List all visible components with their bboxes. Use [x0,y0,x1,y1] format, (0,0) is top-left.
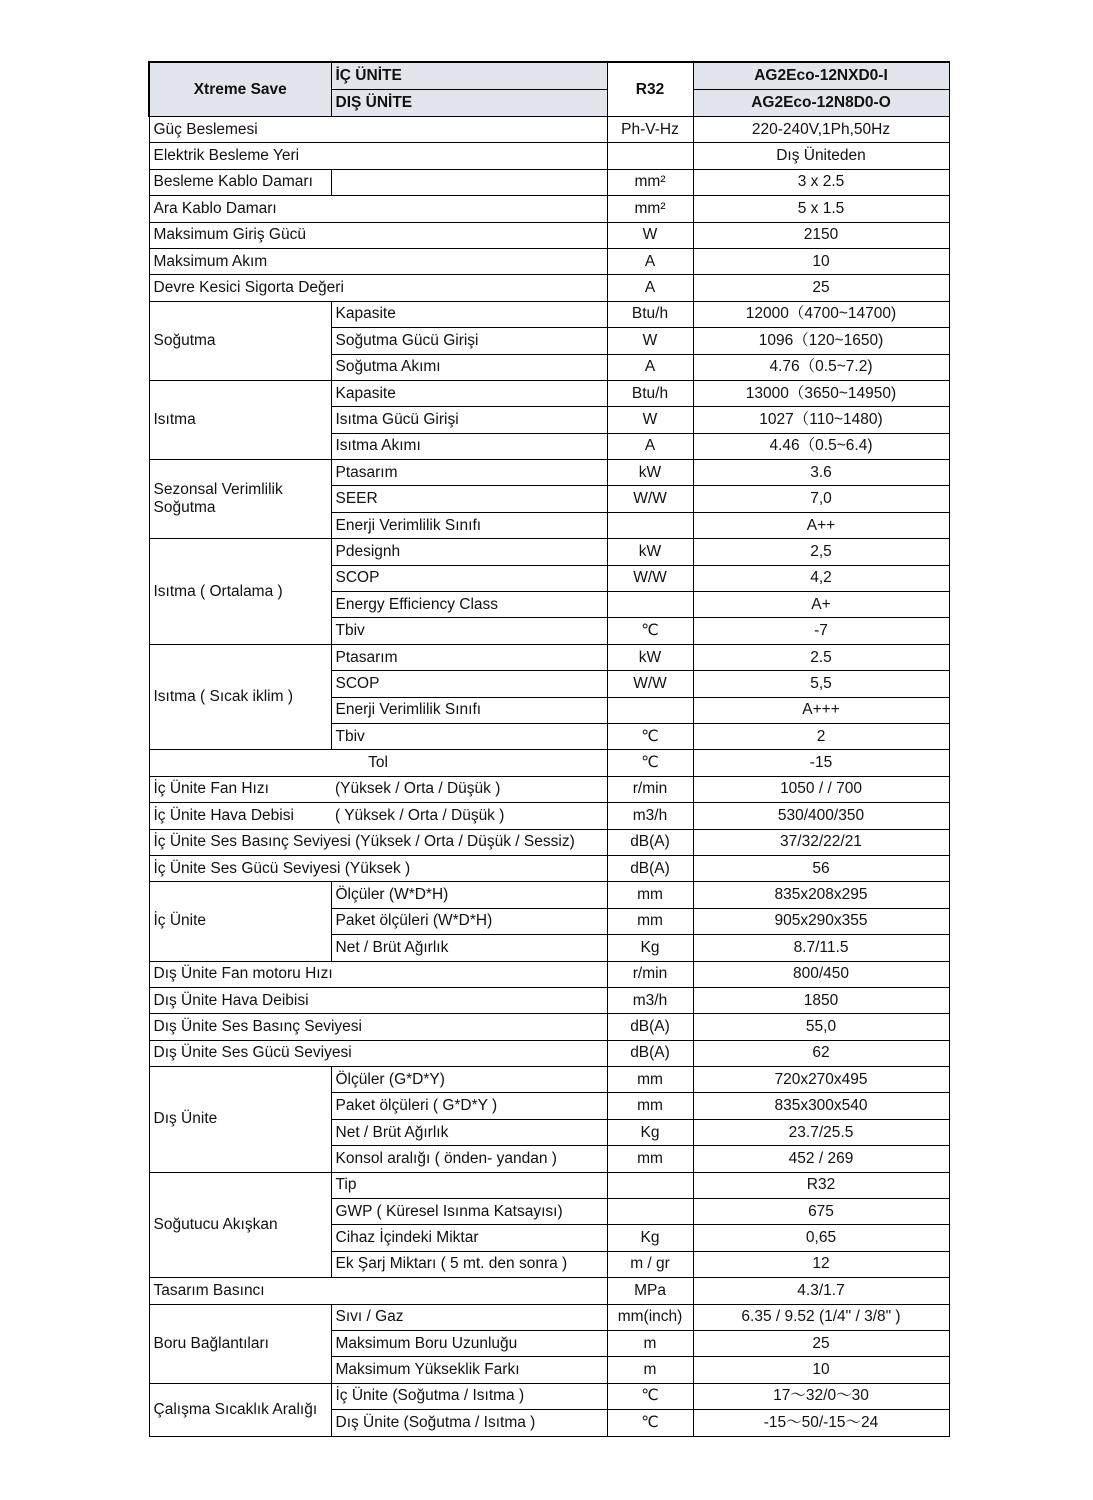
row-unit: Btu/h [607,380,693,406]
row-label: Isıtma Gücü Girişi [331,407,607,433]
group-label: Soğutma [149,301,331,380]
table-row [149,750,949,776]
row-label: GWP ( Küresel Isınma Katsayısı) [331,1199,607,1225]
row-unit: Btu/h [607,301,693,327]
group-label: Dış Ünite [149,1067,331,1173]
row-value: 1050 / / 700 [693,776,949,802]
row-label: Maksimum Yükseklik Farkı [331,1357,607,1383]
row-label: Güç Beslemesi [149,117,607,143]
row-label: İç Ünite Fan Hızı [149,776,331,802]
row-value: 0,65 [693,1225,949,1251]
row-label: Devre Kesici Sigorta Değeri [149,275,607,301]
table-row [149,301,949,327]
outdoor-unit-label: DIŞ ÜNİTE [331,90,607,117]
row-unit: Kg [607,1225,693,1251]
row-label: Besleme Kablo Damarı [149,169,331,195]
group-label: Isıtma ( Sıcak iklim ) [149,644,331,750]
row-value: 3 x 2.5 [693,169,949,195]
row-label: Enerji Verimlilik Sınıfı [331,512,607,538]
row-value: A+++ [693,697,949,723]
row-unit: mm² [607,196,693,222]
row-value: 4.76（0.5~7.2) [693,354,949,380]
refrigerant-header: R32 [607,62,693,117]
row-value: -7 [693,618,949,644]
row-label: İç Ünite Ses Basınç Seviyesi (Yüksek / Orta / Düşük / Sessiz) [149,829,607,855]
table-row [149,1383,949,1409]
table-row [149,829,949,855]
row-unit: m3/h [607,987,693,1013]
row-value: 452 / 269 [693,1146,949,1172]
row-label: Elektrik Besleme Yeri [149,143,607,169]
table-row [149,882,949,908]
row-unit: dB(A) [607,829,693,855]
row-value: 23.7/25.5 [693,1119,949,1145]
row-label: İç Ünite Ses Gücü Seviyesi (Yüksek ) [149,855,607,881]
empty-cell [331,169,607,195]
row-label: İç Ünite (Soğutma / Isıtma ) [331,1383,607,1409]
group-label: Isıtma ( Ortalama ) [149,539,331,645]
row-label: Maksimum Akım [149,248,607,274]
row-value: 530/400/350 [693,803,949,829]
row-unit: ℃ [607,750,693,776]
row-unit: mm [607,882,693,908]
row-label: Dış Ünite Hava Deibisi [149,987,607,1013]
row-label: Dış Ünite (Soğutma / Isıtma ) [331,1410,607,1436]
row-unit [607,512,693,538]
row-unit: A [607,275,693,301]
row-label: Soğutma Akımı [331,354,607,380]
table-row [149,460,949,486]
row-unit: m / gr [607,1251,693,1277]
indoor-model: AG2Eco-12NXD0-I [693,62,949,90]
row-value: 675 [693,1199,949,1225]
row-label: Pdesignh [331,539,607,565]
row-label: Energy Efficiency Class [331,592,607,618]
table-row [149,380,949,406]
row-value: 2 [693,723,949,749]
row-unit: mm [607,1093,693,1119]
row-value: 835x208x295 [693,882,949,908]
row-label: Konsol aralığı ( önden- yandan ) [331,1146,607,1172]
row-value: 8.7/11.5 [693,935,949,961]
table-row [149,275,949,301]
row-unit [607,1199,693,1225]
table-row [149,1067,949,1093]
row-sublabel: (Yüksek / Orta / Düşük ) [331,776,607,802]
row-value: 220-240V,1Ph,50Hz [693,117,949,143]
row-value: 10 [693,1357,949,1383]
row-unit [607,592,693,618]
indoor-unit-label: İÇ ÜNİTE [331,62,607,90]
table-row [149,1304,949,1330]
row-value: 1096（120~1650) [693,328,949,354]
row-value: 6.35 / 9.52 (1/4" / 3/8" ) [693,1304,949,1330]
row-unit: Kg [607,1119,693,1145]
row-value: Dış Üniteden [693,143,949,169]
row-label: Tasarım Basıncı [149,1278,607,1304]
row-value: 62 [693,1040,949,1066]
row-label: Maksimum Boru Uzunluğu [331,1330,607,1356]
row-value: 2150 [693,222,949,248]
row-unit: W/W [607,486,693,512]
table-row [149,644,949,670]
row-unit: mm [607,1067,693,1093]
row-label: Ölçüler (W*D*H) [331,882,607,908]
brand-cell: Xtreme Save [149,62,331,117]
row-label: Tol [149,750,607,776]
row-label: Isıtma Akımı [331,433,607,459]
table-row [149,987,949,1013]
row-label: SCOP [331,565,607,591]
row-value: 12000（4700~14700) [693,301,949,327]
table-row [149,855,949,881]
row-label: Kapasite [331,301,607,327]
table-row [149,117,949,143]
row-label: Ek Şarj Miktarı ( 5 mt. den sonra ) [331,1251,607,1277]
row-unit: ℃ [607,1383,693,1409]
header-row-indoor [149,62,949,90]
row-unit: MPa [607,1278,693,1304]
row-unit: W [607,328,693,354]
row-label: Tbiv [331,723,607,749]
row-unit: dB(A) [607,1040,693,1066]
row-value: 55,0 [693,1014,949,1040]
row-label: Dış Ünite Ses Basınç Seviyesi [149,1014,607,1040]
row-value: 835x300x540 [693,1093,949,1119]
row-label: Dış Ünite Fan motoru Hızı [149,961,607,987]
row-label: Tbiv [331,618,607,644]
row-label: SCOP [331,671,607,697]
row-value: 37/32/22/21 [693,829,949,855]
group-label: Soğutucu Akışkan [149,1172,331,1278]
table-row [149,248,949,274]
table-row [149,1278,949,1304]
row-label: Ara Kablo Damarı [149,196,607,222]
row-unit [607,1172,693,1198]
row-label: Ptasarım [331,644,607,670]
row-unit: m3/h [607,803,693,829]
group-label: Sezonsal Verimlilik Soğutma [149,460,331,539]
group-label: Çalışma Sıcaklık Aralığı [149,1383,331,1436]
table-row [149,222,949,248]
row-label: SEER [331,486,607,512]
row-label: Kapasite [331,380,607,406]
row-unit: W [607,407,693,433]
row-value: -15 [693,750,949,776]
row-unit: W/W [607,671,693,697]
table-row [149,169,949,195]
group-label: Isıtma [149,380,331,459]
row-unit: ℃ [607,723,693,749]
row-unit: mm(inch) [607,1304,693,1330]
row-unit [607,143,693,169]
row-value: 17～32/0～30 [693,1383,949,1409]
row-unit: dB(A) [607,855,693,881]
row-unit: m [607,1357,693,1383]
row-label: Net / Brüt Ağırlık [331,935,607,961]
row-unit: mm² [607,169,693,195]
row-value: 25 [693,1330,949,1356]
row-value: 7,0 [693,486,949,512]
row-value: 1850 [693,987,949,1013]
row-value: 5,5 [693,671,949,697]
row-label: İç Ünite Hava Debisi [149,803,331,829]
row-label: Paket ölçüleri (W*D*H) [331,908,607,934]
row-unit: m [607,1330,693,1356]
row-value: 800/450 [693,961,949,987]
row-value: A++ [693,512,949,538]
row-unit: r/min [607,776,693,802]
row-label: Maksimum Giriş Gücü [149,222,607,248]
row-value: 2,5 [693,539,949,565]
row-unit: W/W [607,565,693,591]
row-value: 12 [693,1251,949,1277]
group-label: İç Ünite [149,882,331,961]
table-row [149,539,949,565]
table-row [149,961,949,987]
table-row [149,776,949,802]
row-label: Soğutma Gücü Girişi [331,328,607,354]
row-value: A+ [693,592,949,618]
table-row [149,1172,949,1198]
row-unit: kW [607,644,693,670]
row-unit: dB(A) [607,1014,693,1040]
row-unit: Ph-V-Hz [607,117,693,143]
row-value: 5 x 1.5 [693,196,949,222]
group-label: Boru Bağlantıları [149,1304,331,1383]
row-value: 4.46（0.5~6.4) [693,433,949,459]
row-label: Enerji Verimlilik Sınıfı [331,697,607,723]
row-value: -15～50/-15～24 [693,1410,949,1436]
row-unit: mm [607,908,693,934]
row-label: Dış Ünite Ses Gücü Seviyesi [149,1040,607,1066]
table-row [149,1014,949,1040]
row-unit: r/min [607,961,693,987]
row-label: Paket ölçüleri ( G*D*Y ) [331,1093,607,1119]
row-value: 13000（3650~14950) [693,380,949,406]
row-unit: ℃ [607,1410,693,1436]
row-value: 10 [693,248,949,274]
row-value: 720x270x495 [693,1067,949,1093]
row-unit: W [607,222,693,248]
row-unit: A [607,354,693,380]
row-unit: kW [607,539,693,565]
row-value: 1027（110~1480) [693,407,949,433]
row-value: R32 [693,1172,949,1198]
row-label: Sıvı / Gaz [331,1304,607,1330]
row-unit: kW [607,460,693,486]
row-sublabel: ( Yüksek / Orta / Düşük ) [331,803,607,829]
row-value: 56 [693,855,949,881]
row-unit: ℃ [607,618,693,644]
table-row [149,143,949,169]
row-label: Net / Brüt Ağırlık [331,1119,607,1145]
row-label: Cihaz İçindeki Miktar [331,1225,607,1251]
row-value: 4.3/1.7 [693,1278,949,1304]
table-row [149,803,949,829]
row-unit: A [607,433,693,459]
row-label: Ölçüler (G*D*Y) [331,1067,607,1093]
row-unit: A [607,248,693,274]
row-value: 25 [693,275,949,301]
outdoor-model: AG2Eco-12N8D0-O [693,90,949,117]
row-label: Tip [331,1172,607,1198]
spec-table [148,61,950,1437]
row-value: 3.6 [693,460,949,486]
row-value: 905x290x355 [693,908,949,934]
row-unit [607,697,693,723]
table-row [149,196,949,222]
row-value: 2.5 [693,644,949,670]
row-unit: Kg [607,935,693,961]
row-unit: mm [607,1146,693,1172]
table-row [149,1040,949,1066]
row-label: Ptasarım [331,460,607,486]
row-value: 4,2 [693,565,949,591]
